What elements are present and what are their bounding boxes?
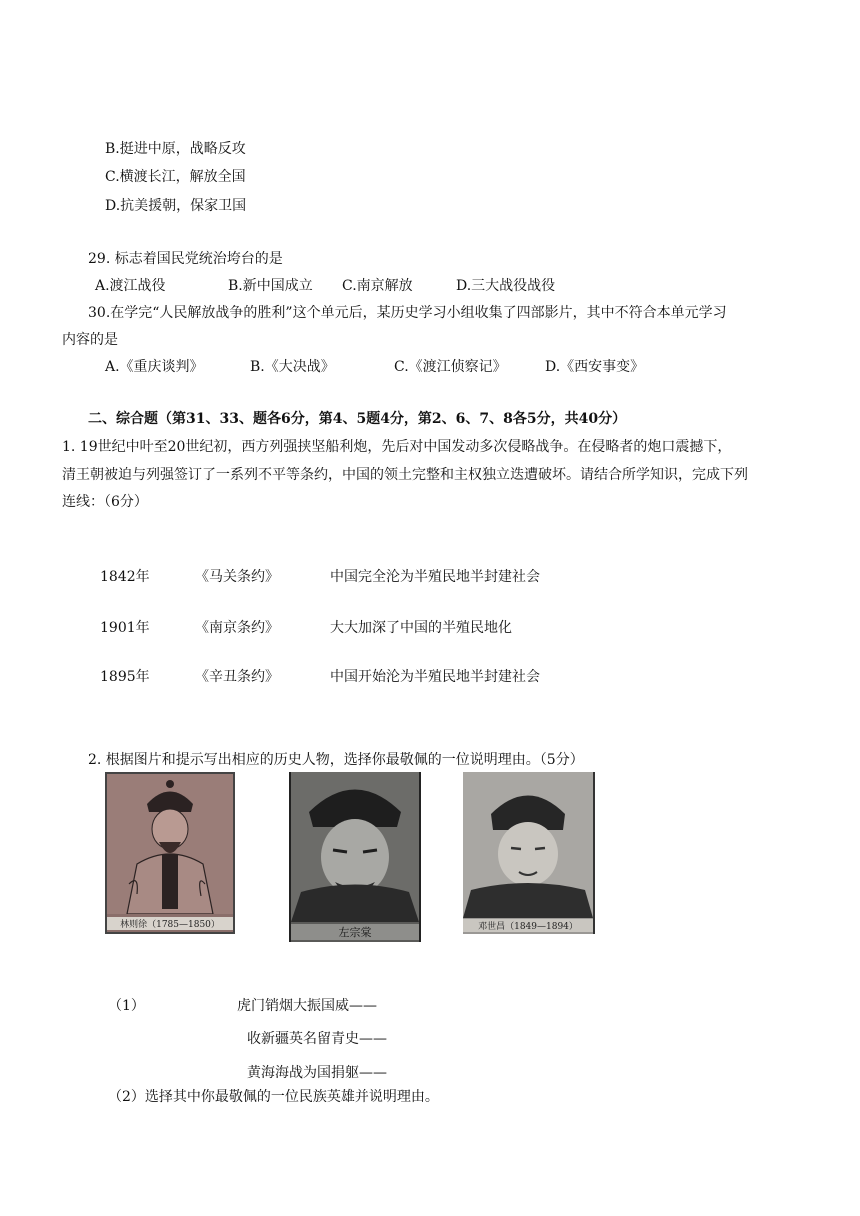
q1-row3-treaty: 《辛丑条约》 (195, 669, 279, 685)
q2-stem: 2. 根据图片和提示写出相应的历史人物，选择你最敬佩的一位说明理由。（5分） (88, 752, 584, 768)
q28-option-d: D.抗美援朝，保家卫国 (105, 198, 247, 214)
q30-option-a: A.《重庆谈判》 (105, 359, 204, 375)
q1-line2: 清王朝被迫与列强签订了一系列不平等条约，中国的领土完整和主权独立迭遭破坏。请结合所学知识，完成下列 (62, 467, 748, 483)
q30-option-b: B.《大决战》 (250, 359, 335, 375)
q28-option-c: C.横渡长江，解放全国 (105, 169, 246, 185)
q1-row1-treaty: 《马关条约》 (195, 569, 279, 585)
q30-option-c: C.《渡江侦察记》 (394, 359, 507, 375)
photo1-caption: 林则徐（1785—1850） (107, 917, 233, 930)
q2-clue-2: 收新疆英名留青史—— (247, 1031, 387, 1047)
q2-clue-1: 虎门销烟大振国威—— (237, 998, 377, 1014)
q1-row2-year: 1901年 (100, 620, 150, 636)
q1-row1-year: 1842年 (100, 569, 150, 585)
portrait-deng-shichang (463, 772, 595, 934)
portrait-lin-zexu (105, 772, 235, 934)
q1-line1: 1. 19世纪中叶至20世纪初，西方列强挟坚船利炮，先后对中国发动多次侵略战争。在侵略者的炮口震撼下， (62, 439, 732, 455)
q29-stem: 29. 标志着国民党统治垮台的是 (88, 251, 283, 267)
portrait-zuo-zongtang (289, 772, 421, 942)
q30-stem-line1: 30.在学完“人民解放战争的胜利”这个单元后，某历史学习小组收集了四部影片，其中不符合本单元学习 (88, 305, 727, 321)
q1-line3: 连线：（6分） (62, 494, 148, 510)
photo3-caption: 邓世昌（1849—1894） (463, 919, 593, 932)
zuo-zongtang-figure-icon (291, 772, 419, 922)
q2-clue-3: 黄海海战为国捐躯—— (247, 1065, 387, 1081)
section2-heading: 二、综合题（第31、33、题各6分，第4、5题4分，第2、6、7、8各5分，共40分） (88, 411, 627, 427)
q1-row3-effect: 中国开始沦为半殖民地半封建社会 (330, 669, 540, 685)
photo2-caption: 左宗棠 (291, 924, 419, 940)
q1-row3-year: 1895年 (100, 669, 150, 685)
q29-option-a: A.渡江战役 (95, 278, 166, 294)
q1-row2-effect: 大大加深了中国的半殖民地化 (330, 620, 512, 636)
q29-option-b: B.新中国成立 (228, 278, 313, 294)
q2-sub1-label: （1） (108, 998, 145, 1014)
q30-stem-line2: 内容的是 (62, 332, 118, 348)
q29-option-c: C.南京解放 (342, 278, 413, 294)
deng-shichang-figure-icon (463, 772, 593, 918)
lin-zexu-figure-icon (107, 774, 233, 914)
q28-option-b: B.挺进中原，战略反攻 (105, 141, 246, 157)
q29-option-d: D.三大战役战役 (456, 278, 556, 294)
q1-row1-effect: 中国完全沦为半殖民地半封建社会 (330, 569, 540, 585)
q1-row2-treaty: 《南京条约》 (195, 620, 279, 636)
q30-option-d: D.《西安事变》 (545, 359, 645, 375)
q2-sub2: （2）选择其中你最敬佩的一位民族英雄并说明理由。 (108, 1089, 439, 1105)
